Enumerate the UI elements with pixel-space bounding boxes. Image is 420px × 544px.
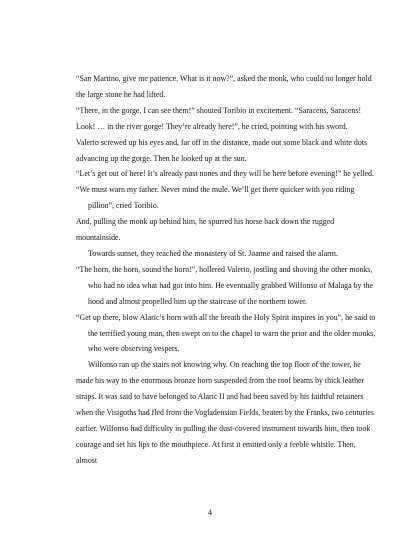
paragraph: “Let’s get out of here! It’s already past nones and they will be here before evening!” he yelled.: [76, 169, 374, 179]
body-text: [76, 71, 376, 469]
paragraph: Valerio screwed up his eyes and, far off in the distance, made out some black and white dots advancing up the gorge. Then he looked up at the sun.: [76, 137, 368, 163]
paragraph: Wilfonso ran up the stairs not knowing why. On reaching the top floor of the tower, he made his way to the enormous bronze horn suspended from the roof beams by thick leather straps. It was said to have belonged to Alaric II and had been saved by his faithful retainers when the Visigoths had fled from the Vogladensian Fields, beaten by the Franks, two centuries earlier. Wilfonso had difficulty in pulling the dust-covered instrument towards him, then took courage and set his lips to the mouthpiece. At first it emitted only a feeble whistle. Then, almost: [76, 360, 375, 465]
paragraph: “San Martino, give me patience. What is it now?”, asked the monk, who could no longer hold the large stone he had lifted.: [76, 74, 372, 99]
paragraph: “We must warn my father. Never mind the mule. We’ll get there quicker with you riding pillion”, cried Toribio.: [76, 185, 355, 211]
page-number: 4: [208, 508, 212, 517]
paragraph: And, pulling the monk up behind him, he spurred his horse back down the rugged mountainside.: [76, 217, 335, 243]
paragraph: Towards sunset, they reached the monastery of St. Joanne and raised the alarm.: [88, 248, 338, 258]
paragraph: “The horn, the horn, sound the horn!”, hollered Valerio, jostling and shoving the other monks, who had no idea what had got into him. He eventually grabbed Wilfonso of Malaga by the hood and almost propelled him up the staircase of the northern tower.: [76, 264, 374, 306]
paragraph: “Get up there, blow Alaric’s horn with all the breath the Holy Spirit inspires in you”, he said to the terrified young man, then swept on to the chapel to warn the prior and the older monks, who were observing vespers.: [76, 312, 376, 354]
paragraph: “There, in the gorge, I can see them!” shouted Toribio in excitement. “Saracens, Saracens! Look! … in the river gorge! They’re already here!”, he cried, pointing with his sword.: [76, 105, 362, 131]
